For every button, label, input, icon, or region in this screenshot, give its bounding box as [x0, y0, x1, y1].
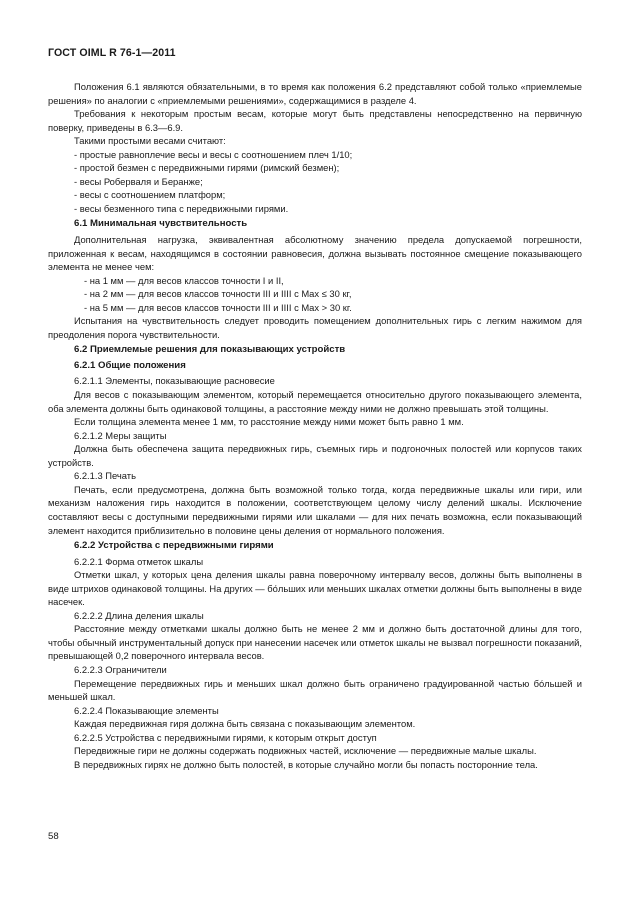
subsection-heading: 6.2.2 Устройства с передвижными гирями — [74, 540, 274, 552]
paragraph: Дополнительная нагрузка, эквивалентная абсолютному значению предела допускаемой погрешности, приложенная к весам, находящимся в состоянии равновесия, должна вызывать постоянное смещение показывающего элемента не менее чем: — [48, 234, 582, 273]
paragraph: Испытания на чувствительность следует проводить помещением дополнительных гирь с легким нажимом для преодоления порога чувствительности. — [48, 315, 582, 340]
paragraph: Такими простыми весами считают: — [74, 135, 226, 147]
paragraph: Если толщина элемента менее 1 мм, то расстояние между ними может быть равно 1 мм. — [74, 416, 464, 428]
clause-title: 6.2.1.2 Меры защиты — [74, 429, 167, 441]
paragraph: Требования к некоторым простым весам, которые могут быть представлены непосредственно на первичную поверку, приведены в 6.3—6.9. — [48, 108, 582, 133]
paragraph: Передвижные гири не должны содержать подвижных частей, исключение — передвижные малые шкалы. — [74, 745, 537, 757]
clause-title: 6.2.2.1 Форма отметок шкалы — [74, 555, 204, 567]
list-item: - на 5 мм — для весов классов точности III и IIII с Max > 30 кг. — [84, 301, 352, 313]
page-number: 58 — [48, 831, 59, 842]
clause-title: 6.2.1.3 Печать — [74, 470, 136, 482]
paragraph: Печать, если предусмотрена, должна быть возможной только тогда, когда передвижные шкалы или гири, или механизм наложения гирь находится в положении, соответствующем целому числу делений шкалы. Исключение составляют весы с доступными передвижными гирями или шкалами — для них печать возможна, если показывающий элемент находится приблизительно в половине цены деления от нормального положения. — [48, 483, 582, 536]
list-item: - простой безмен с передвижными гирями (римский безмен); — [74, 162, 340, 174]
section-heading: 6.2 Приемлемые решения для показывающих устройств — [74, 344, 346, 356]
paragraph: Каждая передвижная гиря должна быть связана с показывающим элементом. — [74, 718, 416, 730]
paragraph: В передвижных гирях не должно быть полостей, в которые случайно могли бы попасть посторонние тела. — [74, 758, 538, 770]
list-item: - весы с соотношением платформ; — [74, 189, 226, 201]
list-item: - на 1 мм — для весов классов точности I и II, — [84, 274, 284, 286]
paragraph: Положения 6.1 являются обязательными, в то время как положения 6.2 представляют собой только «приемлемые решения» по аналогии с «приемлемыми решениями», содержащимися в разделе 4. — [48, 81, 582, 106]
list-item: - на 2 мм — для весов классов точности III и IIII с Max ≤ 30 кг, — [84, 288, 352, 300]
list-item: - весы безменного типа с передвижными гирями. — [74, 202, 289, 214]
clause-title: 6.2.2.3 Ограничители — [74, 663, 167, 675]
paragraph: Перемещение передвижных гирь и меньших шкал должно быть ограничено градуированной частью бо́льшей и меньшей шкал. — [48, 677, 582, 703]
section-heading: 6.1 Минимальная чувствительность — [74, 218, 248, 230]
clause-title: 6.2.1.1 Элементы, показывающие расновесие — [74, 375, 275, 387]
paragraph: Отметки шкал, у которых цена деления шкалы равна поверочному интервалу весов, должны быть выполнены в виде штрихов одинаковой толщины. На других — бо́льших или меньших шкалах отметки должны быть выполнены в виде насечек. — [48, 569, 582, 608]
document-body — [48, 80, 582, 771]
clause-title: 6.2.2.5 Устройства с передвижными гирями, к которым открыт доступ — [74, 731, 377, 743]
clause-title: 6.2.2.4 Показывающие элементы — [74, 704, 219, 716]
document-header: ГОСТ OIML R 76-1—2011 — [48, 47, 176, 59]
paragraph: Для весов с показывающим элементом, который перемещается относительно другого показывающего элемента, оба элемента должны быть одинаковой толщины, а расстояние между ними не должно превышать этой толщины. — [48, 389, 582, 414]
clause-title: 6.2.2.2 Длина деления шкалы — [74, 609, 204, 621]
subsection-heading: 6.2.1 Общие положения — [74, 359, 186, 371]
list-item: - простые равноплечие весы и весы с соотношением плеч 1/10; — [74, 148, 353, 160]
paragraph: Должна быть обеспечена защита передвижных гирь, съемных гирь и подгоночных полостей или корпусов таких устройств. — [48, 443, 582, 468]
list-item: - весы Роберваля и Беранже; — [74, 175, 203, 187]
paragraph: Расстояние между отметками шкалы должно быть не менее 2 мм и должно быть достаточной длины для того, чтобы обычный инструментальный допуск при нанесении насечек или отметок шкалы не вызвал погрешности показаний, превышающей 0,2 поверочного интервала весов. — [48, 623, 582, 662]
